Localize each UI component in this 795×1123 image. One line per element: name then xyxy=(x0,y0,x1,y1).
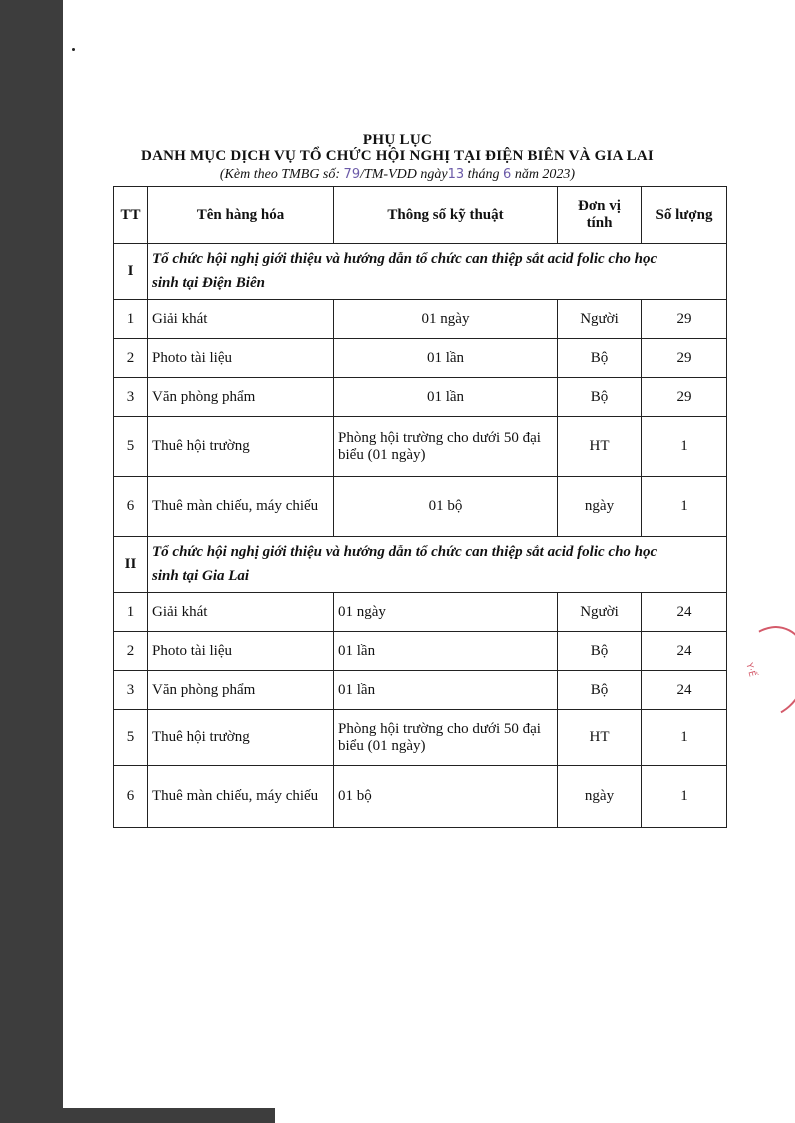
table-row xyxy=(114,766,727,828)
row-tt: 3 xyxy=(114,671,148,710)
header-unit-line2: tính xyxy=(586,215,613,231)
row-tt: 6 xyxy=(114,766,148,828)
row-name: Thuê hội trường xyxy=(148,417,334,477)
section-title-line1: Tổ chức hội nghị giới thiệu và hướng dẫn tổ chức can thiệp sắt acid folic cho học xyxy=(152,251,658,268)
row-name: Giải khát xyxy=(148,300,334,339)
header-spec: Thông số kỹ thuật xyxy=(334,187,558,244)
row-tt: 5 xyxy=(114,710,148,766)
table-row xyxy=(114,710,727,766)
row-qty: 1 xyxy=(642,477,727,537)
row-qty: 1 xyxy=(642,417,727,477)
header-unit-line1: Đơn vị xyxy=(578,198,621,214)
reference-line xyxy=(0,167,795,183)
row-tt: 1 xyxy=(114,593,148,632)
appendix-title: PHỤ LỤC xyxy=(362,132,433,148)
row-qty: 24 xyxy=(642,671,727,710)
table-row xyxy=(114,417,727,477)
scan-page-bottom xyxy=(275,1108,795,1123)
row-unit: ngày xyxy=(558,477,642,537)
reference-month-label: tháng xyxy=(467,167,500,182)
row-spec: 01 lần xyxy=(334,339,558,378)
reference-suffix: năm 2023) xyxy=(514,167,576,182)
row-qty: 1 xyxy=(642,766,727,828)
table-row xyxy=(114,632,727,671)
row-unit: HT xyxy=(558,417,642,477)
table-row xyxy=(114,671,727,710)
row-name: Photo tài liệu xyxy=(148,632,334,671)
row-unit: Người xyxy=(558,593,642,632)
row-qty: 1 xyxy=(642,710,727,766)
section-title xyxy=(148,244,727,300)
header-qty: Số lượng xyxy=(642,187,727,244)
table-row xyxy=(114,378,727,417)
row-name: Photo tài liệu xyxy=(148,339,334,378)
row-tt: 2 xyxy=(114,339,148,378)
section-row xyxy=(114,244,727,300)
row-qty: 29 xyxy=(642,339,727,378)
row-spec: Phòng hội trường cho dưới 50 đại biểu (01 ngày) xyxy=(334,417,558,477)
table-row xyxy=(114,300,727,339)
row-tt: 2 xyxy=(114,632,148,671)
section-title-line2: sinh tại Điện Biên xyxy=(152,274,265,291)
table-row xyxy=(114,339,727,378)
row-unit: Bộ xyxy=(558,632,642,671)
row-unit: HT xyxy=(558,710,642,766)
section-title xyxy=(148,537,727,593)
reference-day-handwritten: 13 xyxy=(447,167,465,182)
row-unit: Bộ xyxy=(558,671,642,710)
row-spec: 01 lần xyxy=(334,378,558,417)
section-numeral: I xyxy=(114,244,148,300)
section-numeral: II xyxy=(114,537,148,593)
row-spec: 01 ngày xyxy=(334,300,558,339)
row-name: Giải khát xyxy=(148,593,334,632)
header-tt: TT xyxy=(114,187,148,244)
row-tt: 5 xyxy=(114,417,148,477)
section-title-line1: Tổ chức hội nghị giới thiệu và hướng dẫn tổ chức can thiệp sắt acid folic cho học xyxy=(152,544,658,561)
reference-month-handwritten: 6 xyxy=(503,167,512,182)
row-unit: Người xyxy=(558,300,642,339)
row-spec: 01 bộ xyxy=(334,477,558,537)
row-name: Thuê màn chiếu, máy chiếu xyxy=(148,477,334,537)
row-spec: Phòng hội trường cho dưới 50 đại biểu (01 ngày) xyxy=(334,710,558,766)
reference-number-handwritten: 79 xyxy=(343,167,361,182)
row-unit: ngày xyxy=(558,766,642,828)
row-unit: Bộ xyxy=(558,339,642,378)
row-spec: 01 bộ xyxy=(334,766,558,828)
row-name: Văn phòng phẩm xyxy=(148,671,334,710)
row-spec: 01 lần xyxy=(334,671,558,710)
reference-mid: /TM-VDD ngày xyxy=(360,167,448,182)
header-name: Tên hàng hóa xyxy=(148,187,334,244)
row-name: Văn phòng phẩm xyxy=(148,378,334,417)
red-seal-stamp-fragment: Y·Ế xyxy=(743,661,757,679)
row-name: Thuê hội trường xyxy=(148,710,334,766)
row-tt: 6 xyxy=(114,477,148,537)
reference-prefix: (Kèm theo TMBG số: xyxy=(219,167,341,182)
row-qty: 29 xyxy=(642,300,727,339)
header-unit xyxy=(558,187,642,244)
row-qty: 29 xyxy=(642,378,727,417)
scan-dust-speck xyxy=(72,48,75,51)
red-seal-stamp-edge xyxy=(719,615,795,729)
services-table xyxy=(113,186,727,828)
row-tt: 3 xyxy=(114,378,148,417)
document-title: DANH MỤC DỊCH VỤ TỔ CHỨC HỘI NGHỊ TẠI ĐIỆN BIÊN VÀ GIA LAI xyxy=(141,148,654,164)
table-header-row xyxy=(114,187,727,244)
row-name: Thuê màn chiếu, máy chiếu xyxy=(148,766,334,828)
row-qty: 24 xyxy=(642,632,727,671)
row-tt: 1 xyxy=(114,300,148,339)
section-row xyxy=(114,537,727,593)
table-row xyxy=(114,593,727,632)
row-spec: 01 ngày xyxy=(334,593,558,632)
row-unit: Bộ xyxy=(558,378,642,417)
row-qty: 24 xyxy=(642,593,727,632)
section-title-line2: sinh tại Gia Lai xyxy=(152,567,250,584)
row-spec: 01 lần xyxy=(334,632,558,671)
table-row xyxy=(114,477,727,537)
